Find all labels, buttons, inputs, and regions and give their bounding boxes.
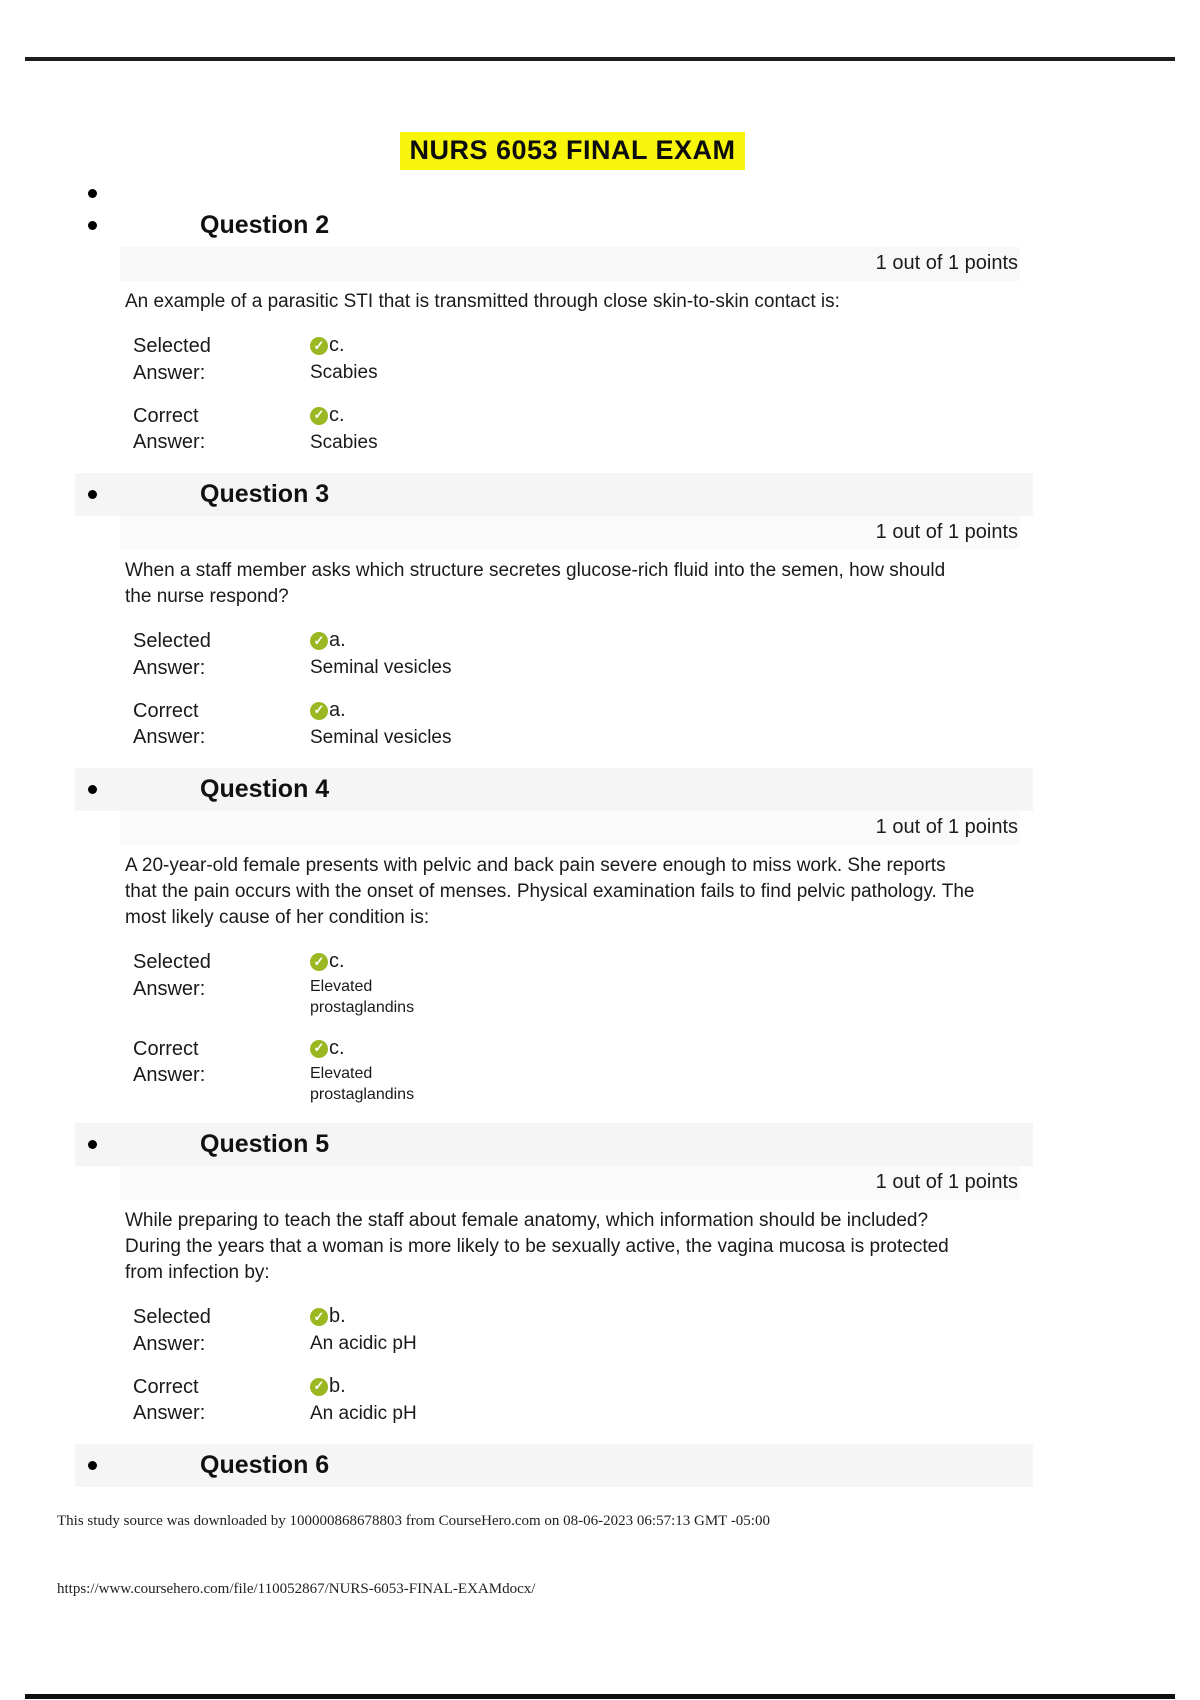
question-header [75,768,1033,811]
answer-row [133,1036,1040,1106]
question-header [75,1123,1033,1166]
answer-value: Seminal vesicles [310,727,452,748]
question-text: An example of a parasitic STI that is transmitted through close skin-to-skin contact is: [125,291,840,312]
bullet-icon [88,785,97,794]
questions-list [0,204,1040,1487]
answer-letter-line [310,1036,460,1061]
answer-row-label: Correct Answer: [133,700,206,749]
answer-letter-line [310,333,378,358]
question-text: When a staff member asks which structure secretes glucose-rich fluid into the semen, how should the nurse respond? [125,559,946,607]
answer-value-block [310,403,378,456]
answer-value-block [310,1036,460,1106]
answer-row [133,403,1040,456]
points-label: 1 out of 1 points [875,520,1018,543]
answer-letter: a. [329,629,346,652]
answer-row-label: Selected Answer: [133,1306,211,1355]
question-header [75,1444,1033,1487]
answers-block [133,333,1040,456]
answer-letter: a. [329,699,346,721]
question-heading: Question 4 [200,774,330,803]
check-icon: ✓ [310,1040,328,1058]
points-label: 1 out of 1 points [875,1170,1018,1193]
answer-row [133,698,1040,751]
page-title: NURS 6053 FINAL EXAM [400,132,744,170]
points-row [120,516,1020,550]
check-icon: ✓ [310,337,328,355]
question-heading: Question 6 [200,1450,330,1479]
answer-value: Elevated prostaglandins [310,1065,415,1103]
bullet-icon [88,221,97,230]
answer-value: Elevated prostaglandins [310,978,415,1017]
check-icon: ✓ [310,632,328,650]
question-section [0,1123,1040,1427]
answer-row [133,333,1040,386]
points-row [120,247,1020,281]
check-icon: ✓ [310,702,328,720]
answer-letter-line [310,1374,417,1399]
points-label: 1 out of 1 points [875,252,1018,274]
bottom-horizontal-rule [25,1694,1175,1699]
answer-letter-line [310,1304,417,1329]
empty-list-item [88,182,1040,204]
answer-value-block [310,698,452,751]
answer-row [133,628,1040,681]
answer-letter: b. [329,1305,346,1328]
bullet-icon [88,1461,97,1470]
bullet-icon [88,189,97,198]
answers-block [133,1304,1040,1427]
question-section [0,1444,1040,1487]
answer-letter: c. [329,334,345,357]
answer-row [133,1374,1040,1427]
question-section [0,473,1040,751]
answer-value: An acidic pH [310,1403,417,1425]
answer-letter: c. [329,950,345,973]
answer-letter: c. [329,404,345,426]
check-icon: ✓ [310,953,328,971]
answer-row [133,949,1040,1019]
question-text: A 20-year-old female presents with pelvic and back pain severe enough to miss work. She reports that the pain occurs with the onset of menses. Physical examination fails to find pelvic pathology. The most likely cause of her condition is: [125,854,975,929]
answer-value-block [310,1374,417,1427]
bullet-icon [88,1140,97,1149]
answers-block [133,949,1040,1105]
check-icon: ✓ [310,1378,328,1396]
question-text: While preparing to teach the staff about female anatomy, which information should be included? During the years that a woman is more likely to be sexually active, the vagina mucosa is protected from infection by: [125,1209,949,1284]
bullet-icon [88,490,97,499]
points-label: 1 out of 1 points [875,815,1018,838]
answer-row-label: Selected Answer: [133,951,211,1000]
question-heading: Question 3 [200,479,330,508]
answer-letter-line [310,628,452,653]
answer-row [133,1304,1040,1357]
answer-value: Scabies [310,362,378,384]
points-row [120,1166,1020,1200]
answer-value-block [310,628,452,681]
answers-block [133,628,1040,751]
answer-value-block [310,333,378,386]
check-icon: ✓ [310,407,328,425]
answer-letter-line [310,698,452,723]
title-row [125,132,1020,170]
answer-value: Scabies [310,432,378,453]
footer-source-url: https://www.coursehero.com/file/110052867/NURS-6053-FINAL-EXAMdocx/ [57,1581,536,1597]
answer-row-label: Correct Answer: [133,1376,206,1425]
question-header [75,473,1033,516]
answer-letter-line [310,403,378,428]
footer-download-note: This study source was downloaded by 100000868678803 from CourseHero.com on 08-06-2023 06:57:13 GMT -05:00 [57,1513,770,1529]
answer-letter-line [310,949,460,974]
answer-value: An acidic pH [310,1333,417,1355]
question-heading: Question 2 [200,211,330,239]
answer-value-block [310,949,460,1019]
answer-row-label: Selected Answer: [133,630,211,679]
answer-row-label: Correct Answer: [133,405,206,454]
question-section [0,204,1040,456]
answer-row-label: Correct Answer: [133,1038,206,1087]
answer-letter: c. [329,1037,345,1060]
answer-row-label: Selected Answer: [133,335,211,384]
question-section [0,768,1040,1106]
points-row [120,811,1020,845]
answer-value-block [310,1304,417,1357]
answer-letter: b. [329,1375,346,1398]
question-header [75,204,1033,247]
answer-value: Seminal vesicles [310,657,452,679]
check-icon: ✓ [310,1308,328,1326]
question-heading: Question 5 [200,1129,330,1158]
